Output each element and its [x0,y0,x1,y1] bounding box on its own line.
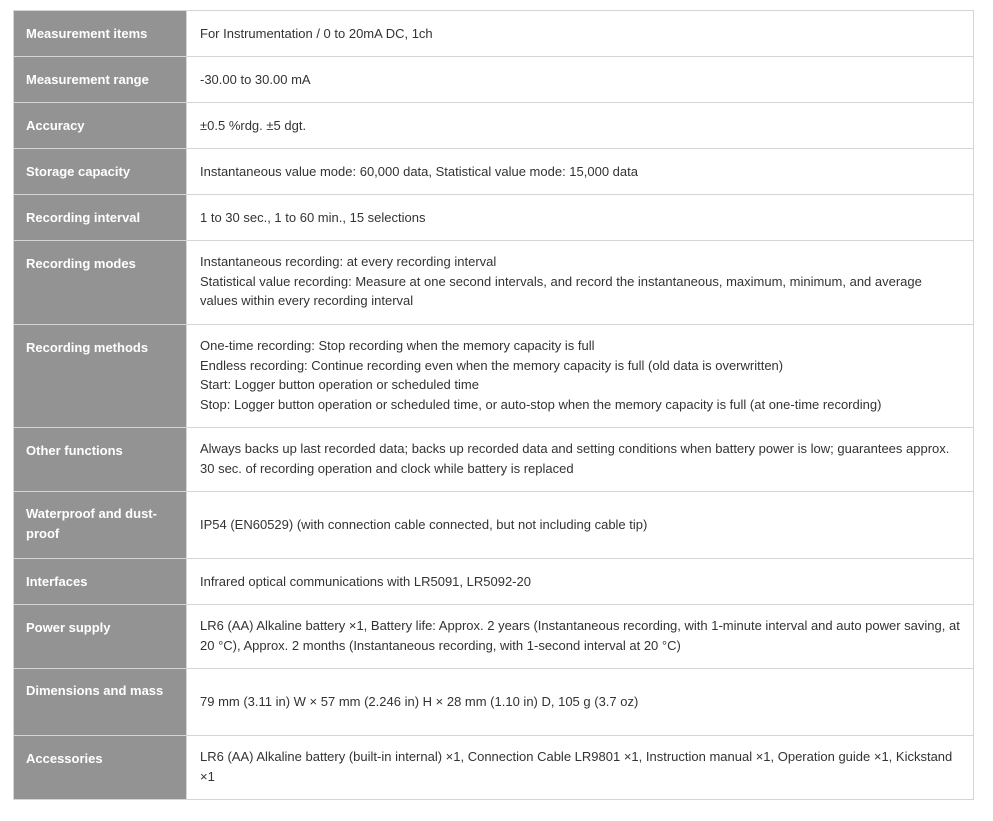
spec-value [187,241,974,325]
spec-row [14,428,974,492]
spec-value-line: One-time recording: Stop recording when the memory capacity is full [200,338,595,353]
spec-row [14,57,974,103]
spec-value-line: Statistical value recording: Measure at one second intervals, and record the instantaneous, maximum, minimum, and average values within every recording interval [200,273,922,309]
spec-value-line: Infrared optical communications with LR5091, LR5092-20 [200,574,531,589]
spec-value-line: 79 mm (3.11 in) W × 57 mm (2.246 in) H × 28 mm (1.10 in) D, 105 g (3.7 oz) [200,694,639,709]
spec-row [14,195,974,241]
spec-value [187,428,974,492]
spec-value-line: Instantaneous recording: at every recording interval [200,254,497,269]
spec-label: Measurement items [14,11,187,57]
spec-value-line: 1 to 30 sec., 1 to 60 min., 15 selections [200,210,426,225]
spec-value-line: Instantaneous value mode: 60,000 data, Statistical value mode: 15,000 data [200,164,638,179]
spec-value-line: ±0.5 %rdg. ±5 dgt. [200,118,307,133]
spec-value-line: LR6 (AA) Alkaline battery ×1, Battery life: Approx. 2 years (Instantaneous recording, with 1-minute interval and auto power saving, at 20 °C), Approx. 2 months (Instantaneous recording, with 1-second interval at 20 °C) [200,618,960,653]
spec-label: Recording modes [14,241,187,325]
spec-value [187,492,974,559]
spec-label: Storage capacity [14,149,187,195]
spec-value [187,195,974,241]
spec-value-line: -30.00 to 30.00 mA [200,72,311,87]
spec-label: Power supply [14,605,187,669]
spec-value-line: Always backs up last recorded data; backs up recorded data and setting conditions when battery power is low; guarantees approx. 30 sec. of recording operation and clock while battery is replaced [200,441,950,476]
spec-value-line: IP54 (EN60529) (with connection cable connected, but not including cable tip) [200,517,648,532]
spec-row [14,669,974,736]
spec-row [14,103,974,149]
specifications-table [13,10,974,800]
spec-label: Recording methods [14,325,187,428]
spec-value-line: For Instrumentation / 0 to 20mA DC, 1ch [200,26,433,41]
spec-value [187,559,974,605]
spec-row [14,325,974,428]
spec-label: Accuracy [14,103,187,149]
spec-label: Dimensions and mass [14,669,187,736]
spec-value [187,149,974,195]
spec-label: Measurement range [14,57,187,103]
spec-label: Interfaces [14,559,187,605]
spec-row [14,241,974,325]
spec-value [187,11,974,57]
spec-row [14,11,974,57]
spec-label: Other functions [14,428,187,492]
spec-label: Accessories [14,736,187,800]
spec-value-line: Stop: Logger button operation or scheduled time, or auto-stop when the memory capacity is full (at one-time recording) [200,396,882,412]
spec-value [187,103,974,149]
spec-value [187,605,974,669]
spec-value [187,736,974,800]
specifications-table-body [14,11,974,800]
spec-row [14,605,974,669]
spec-row [14,736,974,800]
spec-value [187,57,974,103]
spec-row [14,149,974,195]
spec-value [187,325,974,428]
spec-value-line: Start: Logger button operation or scheduled time [200,377,479,393]
spec-row [14,559,974,605]
spec-row [14,492,974,559]
spec-label: Recording interval [14,195,187,241]
spec-value-line: LR6 (AA) Alkaline battery (built-in internal) ×1, Connection Cable LR9801 ×1, Instruction manual ×1, Operation guide ×1, Kickstand ×1 [200,749,953,784]
spec-value-line: Endless recording: Continue recording even when the memory capacity is full (old data is overwritten) [200,357,784,373]
spec-value [187,669,974,736]
spec-label: Waterproof and dust-proof [14,492,187,559]
